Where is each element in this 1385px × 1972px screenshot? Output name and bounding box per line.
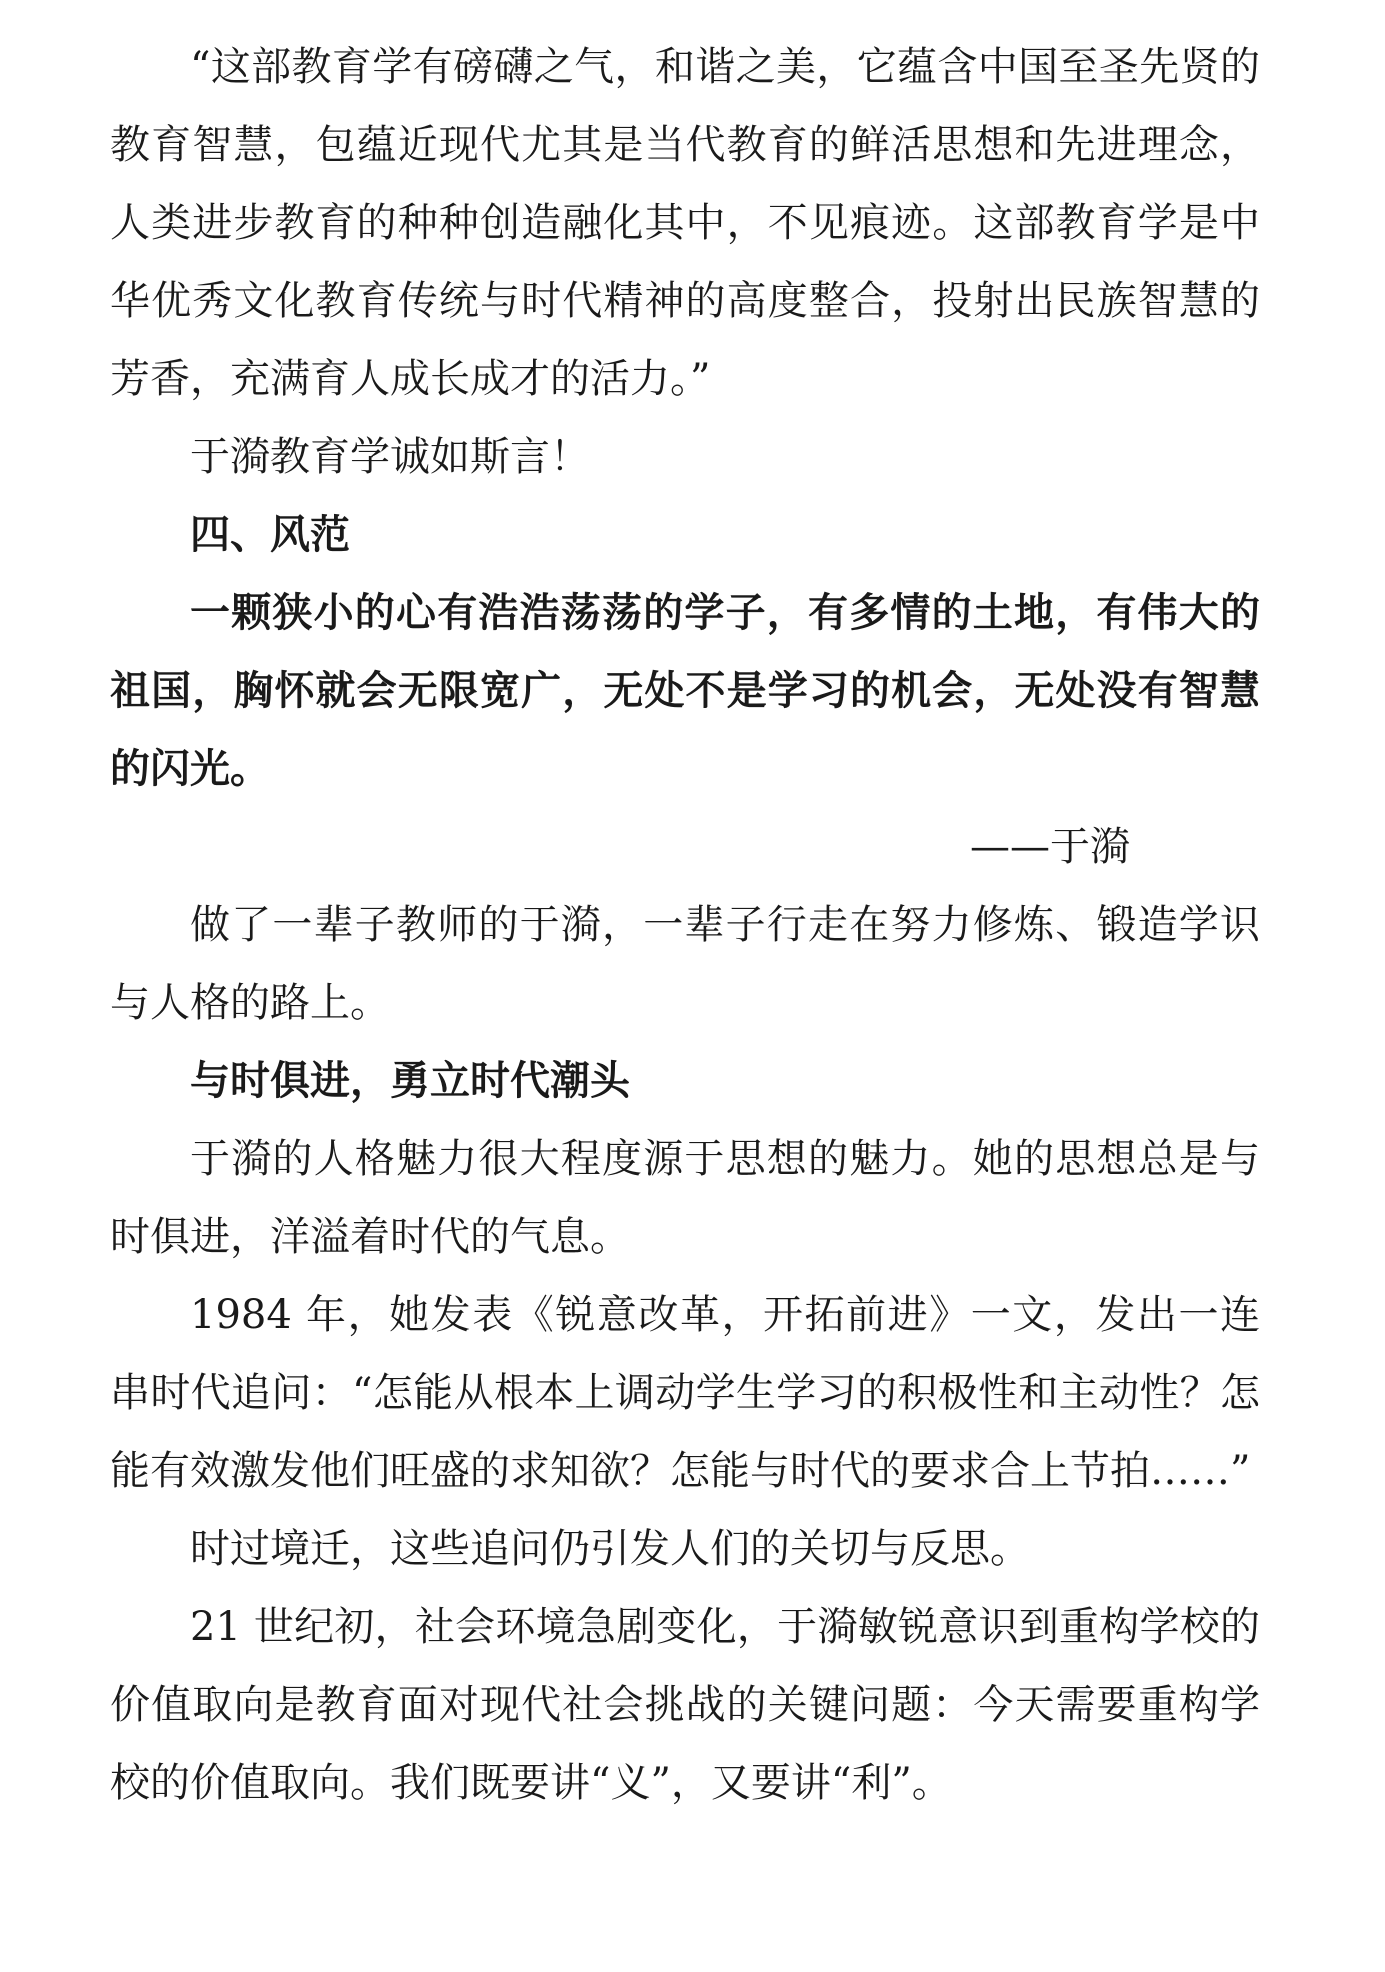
subsection-heading: 与时俱进，勇立时代潮头	[190, 1057, 630, 1104]
epigraph-attribution: ——于漪	[970, 824, 1130, 870]
section-heading: 四、风范	[190, 511, 350, 558]
paragraph-reflection: 时过境迁，这些追问仍引发人们的关切与反思。	[190, 1526, 1030, 1572]
paragraph-charisma: 于漪的人格魅力很大程度源于思想的魅力。她的思想总是与时俱进，洋溢着时代的气息。	[110, 1136, 1260, 1260]
document-page	[110, 28, 1260, 1822]
paragraph-career: 做了一辈子教师的于漪，一辈子行走在努力修炼、锻造学识与人格的路上。	[110, 902, 1260, 1026]
paragraph-21st-century: 21 世纪初，社会环境急剧变化，于漪敏锐意识到重构学校的价值取向是教育面对现代社会挑战的关键问题：今天需要重构学校的价值取向。我们既要讲“义”，又要讲“利”。	[110, 1604, 1260, 1806]
paragraph-1984: 1984 年，她发表《锐意改革，开拓前进》一文，发出一连串时代追问：“怎能从根本上调动学生学习的积极性和主动性？怎能有效激发他们旺盛的求知欲？怎能与时代的要求合上节拍……”	[110, 1292, 1260, 1494]
epigraph-quote: 一颗狭小的心有浩浩荡荡的学子，有多情的土地，有伟大的祖国，胸怀就会无限宽广，无处不是学习的机会，无处没有智慧的闪光。	[110, 589, 1260, 792]
paragraph-quote-intro: “这部教育学有磅礴之气，和谐之美，它蕴含中国至圣先贤的教育智慧，包蕴近现代尤其是当代教育的鲜活思想和先进理念，人类进步教育的种种创造融化其中，不见痕迹。这部教育学是中华优秀文化教育传统与时代精神的高度整合，投射出民族智慧的芳香，充满育人成长成才的活力。”	[110, 44, 1260, 402]
paragraph-affirmation: 于漪教育学诚如斯言！	[190, 434, 590, 480]
